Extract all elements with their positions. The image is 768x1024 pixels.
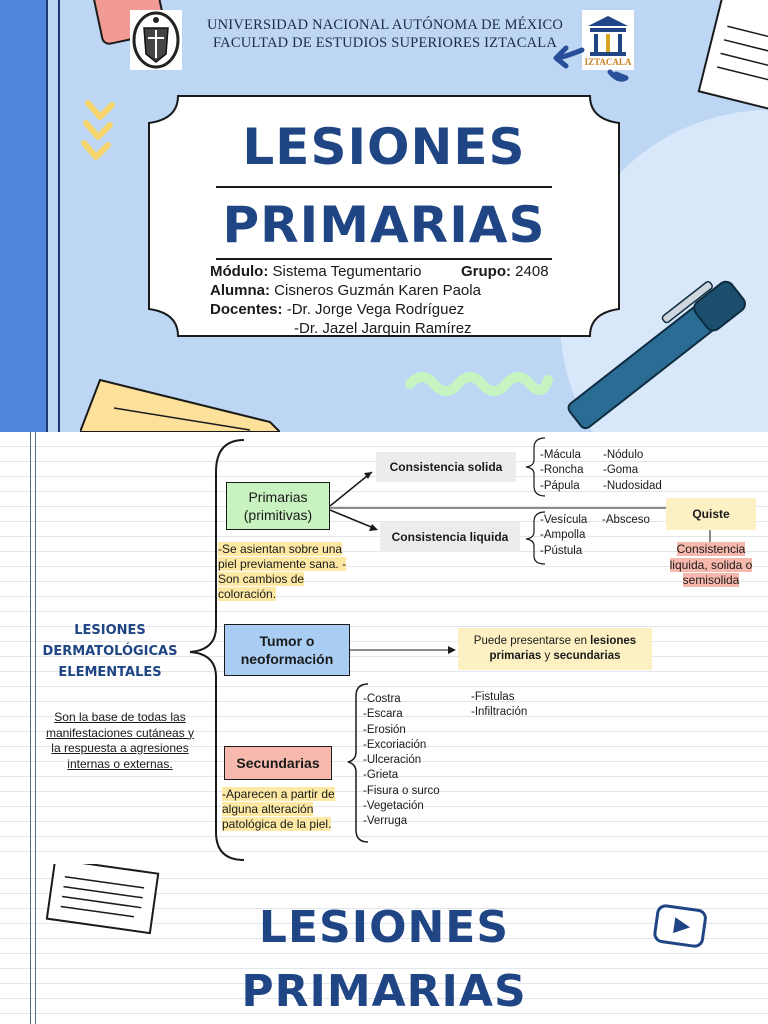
info-alumna (210, 281, 481, 300)
primarias-node (226, 482, 330, 530)
solida-list-1 (540, 448, 583, 494)
notebook-spine (0, 0, 46, 432)
primarias-note-text: -Se asientan sobre una piel previamente sana. -Son cambios de coloración. (218, 542, 347, 601)
quiste-note-text: Consistencia liquida, solida o semisolida (669, 542, 753, 587)
liquida-list-2 (602, 513, 650, 528)
page-margin-line (30, 864, 31, 1024)
list-item: -Infiltración (471, 706, 528, 719)
primarias-label: Primarias (primitivas) (243, 489, 313, 523)
list-item: -Mácula (540, 449, 581, 461)
grupo-value: 2408 (515, 263, 549, 280)
list-item: -Erosión (363, 723, 406, 736)
list-item: -Pápula (540, 479, 580, 492)
section-title-line-1: LESIONES (258, 902, 510, 953)
info-modulo (210, 262, 421, 281)
list-item: -Roncha (540, 464, 584, 477)
tumor-note-bold-1: lesiones primarias (489, 635, 637, 662)
section-title-line-2: PRIMARIAS (241, 966, 527, 1017)
grupo-label: Grupo: (461, 263, 511, 280)
docente-2: -Dr. Jazel Jarquin Ramírez (294, 320, 472, 337)
tumor-note (458, 628, 652, 670)
cover-slide (0, 0, 768, 432)
play-button-icon[interactable] (650, 902, 710, 952)
tumor-note-pre: Puede presentarse en (473, 635, 591, 647)
alumna-label: Alumna: (210, 282, 270, 299)
list-item: -Ampolla (540, 529, 586, 542)
title-divider (216, 186, 552, 188)
spine-line (58, 0, 60, 432)
title-line-2: PRIMARIAS (222, 196, 546, 254)
pen-decoration (560, 262, 768, 432)
list-item: -Nudosidad (603, 479, 662, 492)
info-grupo (461, 262, 549, 281)
paper-decoration (36, 864, 166, 940)
list-item: -Fistulas (471, 691, 515, 703)
concept-map-slide (0, 432, 768, 864)
list-item: -Nódulo (603, 449, 644, 461)
list-item: -Ulceración (363, 754, 422, 767)
iztacala-logo-text: IZTACALA (584, 57, 632, 67)
root-description: Son la base de todas las manifestaciones cutáneas y la respuesta a agresiones internas o externas. (45, 710, 195, 771)
secundarias-note-text: -Aparecen a partir de alguna alteración patológica de la piel. (222, 787, 335, 831)
docente-1: -Dr. Jorge Vega Rodríguez (286, 301, 465, 318)
consistencia-solida-label: Consistencia solida (389, 460, 503, 474)
tumor-node (224, 624, 350, 676)
list-item: -Excoriación (363, 738, 427, 751)
modulo-label: Módulo: (210, 263, 269, 280)
spine-line (46, 0, 48, 432)
list-item: -Absceso (602, 514, 650, 526)
quiste-note (660, 542, 762, 589)
consistencia-liquida-node (380, 522, 520, 552)
list-item: -Costra (363, 693, 401, 705)
alumna-value: Cisneros Guzmán Karen Paola (274, 282, 481, 299)
list-item: -Pústula (540, 544, 583, 557)
list-item: -Verruga (363, 815, 408, 828)
tumor-note-bold-2: secundarias (553, 650, 621, 662)
title-divider (216, 258, 552, 260)
secundarias-note (222, 787, 354, 832)
section-title-slide (0, 864, 768, 1024)
tumor-label: Tumor o neoformación (240, 633, 334, 667)
secundarias-node (224, 746, 332, 780)
list-item: -Fisura o surco (363, 784, 440, 797)
secundarias-list-2 (471, 690, 527, 721)
info-docentes (210, 300, 464, 319)
university-heading (190, 16, 580, 52)
root-title: LESIONES DERMATOLÓGICAS ELEMENTALES (42, 623, 178, 680)
tumor-note-mid: y (541, 650, 554, 662)
list-item: -Vegetación (363, 800, 424, 813)
list-item: -Escara (363, 708, 403, 721)
liquida-list-1 (540, 513, 587, 559)
consistencia-liquida-label: Consistencia liquida (391, 530, 509, 544)
university-name: UNIVERSIDAD NACIONAL AUTÓNOMA DE MÉXICO (206, 17, 564, 33)
title-line-1: LESIONES (242, 118, 526, 176)
squiggle-decoration (404, 366, 554, 402)
modulo-value: Sistema Tegumentario (272, 263, 422, 280)
paper-decoration (690, 0, 768, 120)
chevrons-decoration (80, 95, 130, 170)
list-item: -Goma (603, 464, 639, 477)
list-item: -Grieta (363, 769, 399, 782)
quiste-label: Quiste (692, 507, 730, 521)
secundarias-list-1 (363, 692, 440, 830)
consistencia-solida-node (376, 452, 516, 482)
quiste-node (666, 498, 756, 530)
folder-decoration (80, 372, 280, 432)
secundarias-label: Secundarias (236, 755, 320, 771)
arrow-decoration (552, 30, 632, 90)
solida-list-2 (603, 448, 662, 494)
list-item: -Vesícula (540, 514, 588, 526)
primarias-note (218, 542, 362, 602)
docentes-label: Docentes: (210, 301, 283, 318)
unam-logo (130, 10, 182, 70)
faculty-name: FACULTAD DE ESTUDIOS SUPERIORES IZTACALA (212, 35, 558, 51)
